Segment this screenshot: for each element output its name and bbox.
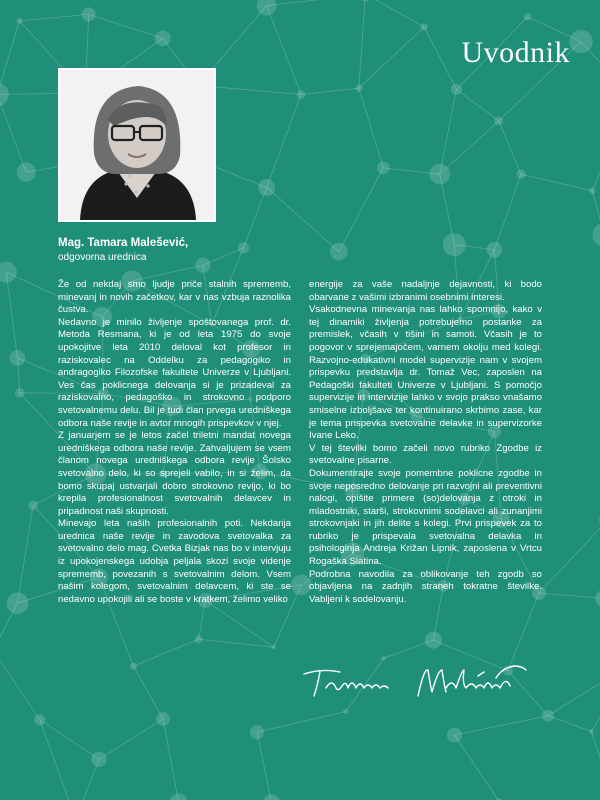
network-link: [133, 666, 163, 719]
paragraph: energije za vaše nadaljnje dejavnosti, ki bodo obarvane z vašimi izbranimi osebnimi interesi.: [309, 279, 542, 303]
network-node: [10, 350, 26, 366]
network-link: [0, 94, 26, 172]
network-node: [425, 632, 442, 649]
network-link: [99, 719, 163, 759]
network-node: [17, 163, 36, 182]
network-node: [263, 794, 280, 800]
network-node: [569, 30, 592, 53]
paragraph: Nedavno je minilo življenje spoštovanega prof. dr. Metoda Resmana, ki je od leta 1975 do svoje upokojitve leta 2010 deloval kot profesor in raziskovalec na Oddelku za pedagogiko in andragogiko Filozofske fakultete Univerze v Ljubljani. Ves čas poklicnega delovanja si je prizadeval za raziskovalno, pedagoško in strokovno podporo svetovalnemu delu. Bil je tudi član prvega uredniškega odbora naše revije in avtor mnogih prispevkov v njej.: [58, 316, 291, 429]
network-node: [0, 83, 9, 106]
handwritten-signature: [300, 662, 540, 702]
network-link: [0, 650, 40, 720]
network-node: [155, 30, 171, 46]
network-node: [589, 188, 596, 195]
network-node: [195, 635, 203, 643]
network-node: [250, 725, 264, 739]
network-node: [343, 709, 348, 714]
network-link: [521, 174, 592, 191]
network-node: [443, 233, 466, 256]
network-link: [267, 187, 339, 251]
network-link: [548, 716, 591, 732]
network-node: [377, 161, 390, 174]
network-node: [195, 258, 210, 273]
network-node: [169, 793, 188, 800]
paragraph: Z januarjem se je letos začel triletni mandat novega uredniškega odbora naše revije. Zahvaljujem se vsem članom novega uredniškega odbora revije Šolsko svetovalno delo, ki so sprejeli vabilo, in si želim, da bomo skupaj ustvarjali dobro strokovno revijo, ki bo krepila profesionalnost svetovalnih delavcev in pripadnost naši skupnosti.: [58, 430, 291, 517]
network-link: [454, 735, 499, 800]
network-link: [591, 663, 600, 731]
network-link: [359, 0, 366, 88]
network-node: [16, 18, 22, 24]
network-node: [516, 170, 525, 179]
network-node: [28, 500, 37, 509]
network-link: [257, 732, 271, 800]
network-link: [243, 187, 266, 247]
page-title: Uvodnik: [461, 36, 570, 69]
network-node: [421, 23, 428, 30]
network-link: [301, 88, 359, 94]
editorial-column-left: [58, 279, 291, 606]
network-link: [89, 14, 163, 38]
network-node: [82, 7, 96, 21]
paragraph: Vsakodnevna minevanja nas lahko spomnijo, kako v tej dinamiki življenja potrebujemo postanke za premislek, včasih v tišini in samoti. Včasih je to pogovor v sprejemajočem, varnem okolju med kolegi. Razvojno-edukativni model supervizije nam v svojem prispevku predstavlja dr. Tomaž Vec, zaposlen na Pedagoški fakulteti Univerze v Ljubljani. S pomočjo supervizije in intervizije lahko v svojo prakso vnašamo smiselne izboljšave ter kontinuirano skrbimo zase, kar je tema prispevka svetovalne delavke in supervizorke Ivane Leko.: [309, 304, 542, 442]
editorial-column-right: [309, 279, 542, 606]
network-link: [494, 174, 521, 250]
network-link: [6, 272, 17, 358]
network-node: [15, 388, 25, 398]
network-link: [339, 168, 383, 252]
network-link: [359, 88, 383, 168]
network-node: [381, 656, 386, 661]
network-node: [330, 243, 348, 261]
network-node: [595, 589, 600, 607]
network-link: [163, 719, 179, 800]
network-link: [18, 505, 34, 603]
network-node: [355, 85, 362, 92]
network-link: [257, 712, 346, 733]
network-link: [539, 593, 600, 599]
paragraph: V tej številki bomo začeli novo rubriko Zgodbe iz svetovalne pisarne.: [309, 442, 542, 467]
network-node: [271, 645, 275, 649]
network-node: [0, 262, 17, 283]
network-node: [447, 728, 462, 743]
network-node: [487, 242, 503, 258]
network-link: [454, 716, 548, 735]
network-node: [156, 712, 170, 726]
network-node: [91, 751, 106, 766]
network-node: [589, 729, 594, 734]
network-link: [365, 0, 424, 27]
network-link: [548, 663, 600, 716]
network-link: [499, 121, 521, 174]
network-node: [593, 223, 600, 247]
network-node: [297, 90, 306, 99]
network-node: [238, 242, 249, 253]
network-node: [258, 179, 275, 196]
author-role: odgovorna urednica: [58, 252, 147, 263]
network-node: [494, 117, 503, 126]
network-node: [524, 13, 532, 21]
network-node: [451, 84, 462, 95]
paragraph: Podrobna navodila za oblikovanje teh zgodb so objavljena na zadnjih straneh tokratne številke. Vabljeni k sodelovanju.: [309, 568, 542, 605]
network-link: [359, 27, 424, 88]
network-link: [591, 731, 600, 800]
network-link: [424, 27, 456, 89]
author-photo: [58, 68, 216, 222]
network-node: [130, 663, 137, 670]
paragraph: Dokumentirajte svoje pomembne poklicne zgodbe in svoje neposredno delovanje pri razvojni ali preventivni nalogi, opišite primere (so)delovanja z otroki in mladostniki, starši, strokovnimi sodelavci ali zunanjimi strokovnjaki in jih delite s kolegi. Prvi prispevek za to rubriko je prispevala svetovalna delavka in psihologinja Andreja Križan Lipnik, zaposlena v Vrtcu Rogaška Slatina.: [309, 467, 542, 568]
network-link: [199, 639, 274, 647]
network-node: [7, 592, 29, 614]
paragraph: Že od nekdaj smo ljudje priče stalnih sprememb, minevanj in novih začetkov, kar v nas vzbuja raznolika čustva.: [58, 279, 291, 316]
network-link: [592, 96, 600, 191]
network-link: [539, 520, 600, 593]
network-link: [133, 639, 198, 666]
paragraph: Minevajo leta naših profesionalnih poti. Nekdanja urednica naše revije in zavodova svetovalka za svetovalno delo mag. Cvetka Bizjak nas bo v intervjuju iz upokojenskega udobja peljala skozi svoje videnje sprememb, povezanih s svetovalnim delom. Vsem našim kolegom, svetovalnim delavcem, ki ste se nedavno upokojili ali se boste v kratkem, želimo veliko: [58, 518, 291, 605]
network-link: [267, 0, 366, 6]
network-link: [267, 6, 301, 95]
network-node: [34, 714, 45, 725]
network-link: [456, 89, 498, 121]
network-link: [267, 95, 301, 188]
network-node: [358, 0, 372, 1]
network-link: [0, 21, 19, 95]
network-link: [19, 14, 88, 20]
author-name: Mag. Tamara Malešević,: [58, 237, 189, 249]
network-node: [542, 710, 554, 722]
network-link: [40, 720, 99, 759]
network-node: [429, 164, 450, 185]
network-link: [205, 600, 273, 647]
